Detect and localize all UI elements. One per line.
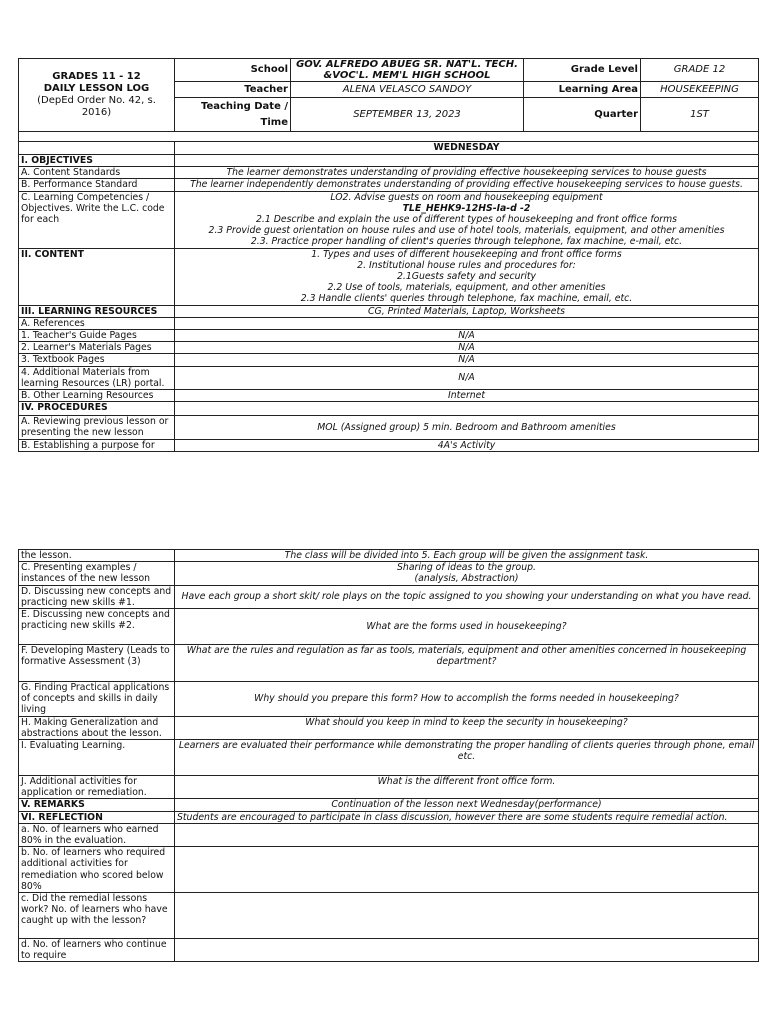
procedure-e-value: What are the forms used in housekeeping? <box>175 609 759 645</box>
procedure-c-value <box>175 562 759 585</box>
procedure-b-label: B. Establishing a purpose for <box>19 439 175 451</box>
learning-area-value: HOUSEKEEPING <box>641 82 759 98</box>
lr-portal-value: N/A <box>175 366 759 389</box>
objectives-blank <box>175 155 759 167</box>
competency-line: 2.3. Practice proper handling of client's queries through telephone, fax machine, e-mail, etc. <box>250 236 683 248</box>
procedure-e-label: E. Discussing new concepts and practicing new skills #2. <box>19 609 175 645</box>
spacer-row <box>19 132 759 142</box>
log-title-cell <box>19 59 175 132</box>
procedures-blank <box>175 402 759 416</box>
competencies-value <box>175 191 759 248</box>
reflection-c-label: c. Did the remedial lessons work? No. of learners who have caught up with the lesson? <box>19 893 175 939</box>
procedure-a-label: A. Reviewing previous lesson or presenting the new lesson <box>19 416 175 439</box>
learning-area-label: Learning Area <box>524 82 641 98</box>
reflection-d-label: d. No. of learners who continue to require <box>19 939 175 962</box>
lr-portal-label: 4. Additional Materials from learning Resources (LR) portal. <box>19 366 175 389</box>
reflection-value: Students are encouraged to participate in class discussion, however there are some students require remedial action. <box>175 811 759 823</box>
log-title-order: (DepEd Order No. 42, s. 2016) <box>37 95 156 118</box>
teaching-date-label-1: Teaching Date / <box>200 100 288 112</box>
content-value <box>175 248 759 305</box>
performance-standard-label: B. Performance Standard <box>19 179 175 191</box>
teachers-guide-label: 1. Teacher's Guide Pages <box>19 330 175 342</box>
day-label-blank <box>19 142 175 155</box>
other-resources-label: B. Other Learning Resources <box>19 390 175 402</box>
procedure-b-label-cont: the lesson. <box>19 550 175 562</box>
teaching-date-label-2: Time <box>260 116 288 128</box>
textbook-value: N/A <box>175 354 759 366</box>
school-value: GOV. ALFREDO ABUEG SR. NAT'L. TECH. &VOC'L. MEM'L HIGH SCHOOL <box>291 59 524 82</box>
content-line: 2.3 Handle clients' queries through telephone, fax machine, email, etc. <box>300 293 633 305</box>
resources-heading: III. LEARNING RESOURCES <box>19 305 175 317</box>
procedure-i-value: Learners are evaluated their performance while demonstrating the proper handling of clients queries through phone, email etc. <box>175 740 759 776</box>
reflection-heading: VI. REFLECTION <box>19 811 175 823</box>
learners-materials-label: 2. Learner's Materials Pages <box>19 342 175 354</box>
content-standards-label: A. Content Standards <box>19 167 175 179</box>
teaching-date-value: SEPTEMBER 13, 2023 <box>291 98 524 132</box>
reflection-b-value <box>175 847 759 893</box>
competency-code: TLE_HEHK9-12HS-Ia-d -2 <box>402 202 531 214</box>
lesson-log-table-1 <box>18 58 759 452</box>
competency-line: 2.3 Provide guest orientation on house rules and use of hotel tools, materials, equipment, and other amenities <box>208 225 725 237</box>
lesson-log-page-1 <box>18 58 758 452</box>
procedure-f-value: What are the rules and regulation as far as tools, materials, equipment and other amenities concerned in housekeeping department? <box>175 645 759 682</box>
remarks-heading: V. REMARKS <box>19 799 175 811</box>
procedure-b-value-cont: The class will be divided into 5. Each group will be given the assignment task. <box>175 550 759 562</box>
content-line: 2.1Guests safety and security <box>396 271 537 283</box>
school-label: School <box>175 59 291 82</box>
procedure-b-value: 4A's Activity <box>175 439 759 451</box>
resources-value: CG, Printed Materials, Laptop, Worksheets <box>175 305 759 317</box>
procedure-a-value: MOL (Assigned group) 5 min. Bedroom and Bathroom amenities <box>175 416 759 439</box>
teaching-date-label <box>175 98 291 132</box>
procedures-heading: IV. PROCEDURES <box>19 402 175 416</box>
procedure-g-label: G. Finding Practical applications of concepts and skills in daily living <box>19 682 175 717</box>
procedure-i-label: I. Evaluating Learning. <box>19 740 175 776</box>
teacher-value: ALENA VELASCO SANDOY <box>291 82 524 98</box>
procedure-c-line: (analysis, Abstraction) <box>414 573 519 585</box>
procedure-j-label: J. Additional activities for application or remediation. <box>19 776 175 799</box>
remarks-value: Continuation of the lesson next Wednesday(performance) <box>175 799 759 811</box>
references-label: A. References <box>19 317 175 329</box>
grade-level-label: Grade Level <box>524 59 641 82</box>
reflection-d-value <box>175 939 759 962</box>
procedure-j-value: What is the different front office form. <box>175 776 759 799</box>
competency-line: 2.1 Describe and explain the use of different types of housekeeping and front office forms <box>255 214 678 226</box>
lesson-log-page-2 <box>18 549 758 962</box>
content-standards-value: The learner demonstrates understanding of providing effective housekeeping services to house guests <box>175 167 759 179</box>
grade-level-value: GRADE 12 <box>641 59 759 82</box>
objectives-heading: I. OBJECTIVES <box>19 155 175 167</box>
reflection-a-value <box>175 823 759 846</box>
other-resources-value: Internet <box>175 390 759 402</box>
quarter-label: Quarter <box>524 98 641 132</box>
reflection-b-label: b. No. of learners who required additional activities for remediation who scored below 80% <box>19 847 175 893</box>
procedure-g-value: Why should you prepare this form? How to accomplish the forms needed in housekeeping? <box>175 682 759 717</box>
textbook-label: 3. Textbook Pages <box>19 354 175 366</box>
competencies-label: C. Learning Competencies / Objectives. Write the L.C. code for each <box>19 191 175 248</box>
procedure-c-label: C. Presenting examples / instances of the new lesson <box>19 562 175 585</box>
procedure-d-label: D. Discussing new concepts and practicing new skills #1. <box>19 585 175 608</box>
procedure-d-value: Have each group a short skit/ role plays on the topic assigned to you showing your understanding on what you have read. <box>175 585 759 608</box>
references-blank <box>175 317 759 329</box>
log-title-dll: DAILY LESSON LOG <box>43 83 150 94</box>
quarter-value: 1ST <box>641 98 759 132</box>
day-heading: WEDNESDAY <box>175 142 759 155</box>
teachers-guide-value: N/A <box>175 330 759 342</box>
reflection-a-label: a. No. of learners who earned 80% in the evaluation. <box>19 823 175 846</box>
procedure-c-line: Sharing of ideas to the group. <box>397 562 536 574</box>
procedure-h-label: H. Making Generalization and abstractions about the lesson. <box>19 716 175 739</box>
content-line: 2. Institutional house rules and procedures for: <box>357 259 576 271</box>
procedure-h-value: What should you keep in mind to keep the security in housekeeping? <box>175 716 759 739</box>
procedure-f-label: F. Developing Mastery (Leads to formative Assessment (3) <box>19 645 175 682</box>
performance-standard-value: The learner independently demonstrates understanding of providing effective housekeeping services to house guests. <box>175 179 759 191</box>
learners-materials-value: N/A <box>175 342 759 354</box>
competency-line: LO2. Advise guests on room and housekeeping equipment <box>330 191 603 203</box>
log-title-grades: GRADES 11 - 12 <box>52 71 141 82</box>
content-heading: II. CONTENT <box>19 248 175 305</box>
teacher-label: Teacher <box>175 82 291 98</box>
content-line: 1. Types and uses of different housekeeping and front office forms <box>311 248 622 260</box>
content-line: 2.2 Use of tools, materials, equipment, and other amenities <box>327 282 606 294</box>
reflection-c-value <box>175 893 759 939</box>
lesson-log-table-2 <box>18 549 759 962</box>
